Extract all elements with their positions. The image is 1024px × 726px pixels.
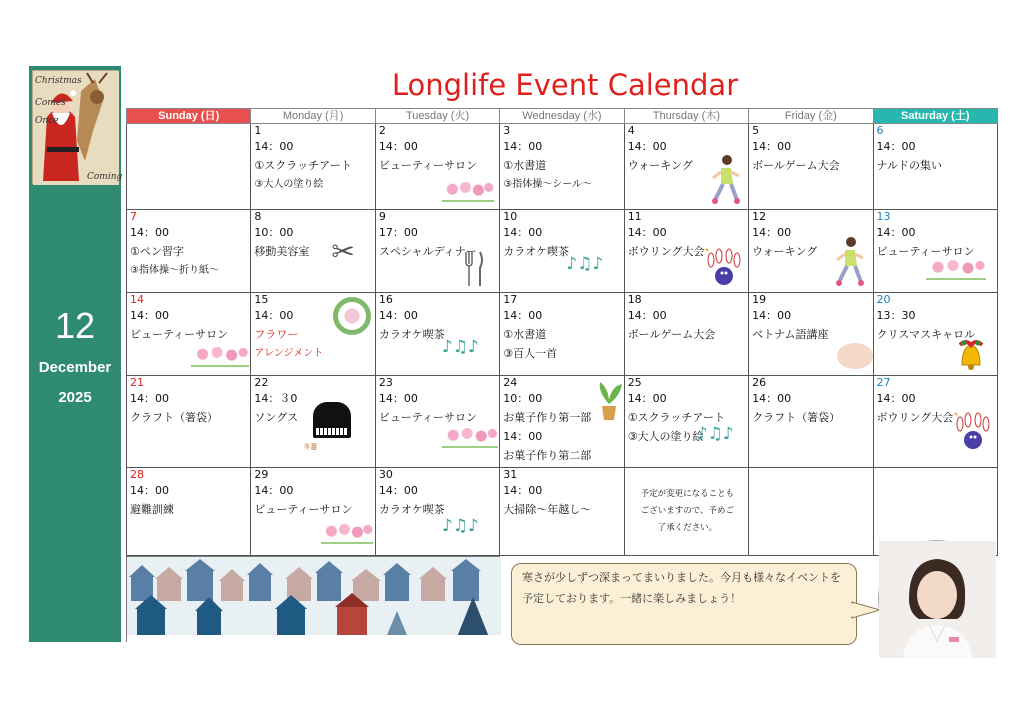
plant-icon	[594, 378, 624, 422]
event-title: ③百人一首	[503, 346, 558, 360]
event-title: カラオケ喫茶	[503, 244, 570, 258]
day-cell	[251, 467, 375, 555]
event-title: ③指体操～折り紙～	[130, 264, 219, 276]
event-time: 14：00	[503, 225, 543, 239]
event-title: ベトナム語講座	[752, 327, 829, 341]
flowers-icon	[321, 524, 373, 544]
event-title: ソングス	[254, 410, 299, 424]
staff-photo	[878, 540, 995, 657]
bowling-icon	[952, 410, 994, 450]
notice-line: 予定が変更になることも	[640, 488, 735, 499]
date-number: 1	[254, 124, 262, 137]
event-time: 14：00	[627, 140, 667, 153]
vintage-text-1: Christmas	[35, 76, 82, 86]
event-title: ビューティーサロン	[876, 244, 975, 258]
winter-label: 冬薑	[303, 442, 318, 451]
day-cell	[873, 209, 997, 292]
date-number: 10	[503, 209, 518, 223]
day-cell	[624, 292, 748, 375]
date-number: 31	[503, 467, 518, 481]
day-cell	[375, 292, 499, 375]
day-cell	[624, 124, 748, 210]
date-number: 29	[254, 467, 269, 481]
week-row	[127, 467, 998, 555]
event-time: 14：00	[130, 391, 169, 405]
flowers-icon	[926, 260, 986, 280]
music-notes-icon	[566, 254, 616, 274]
date-number: 2	[378, 124, 386, 137]
flowers-icon	[191, 347, 249, 367]
sidebar-year: 2025	[58, 389, 92, 406]
event-title: ③大人の塗り絵	[627, 429, 704, 443]
vintage-text-4: Coming	[87, 172, 123, 182]
page-title: Longlife Event Calendar	[391, 68, 739, 102]
day-cell	[375, 124, 499, 210]
vintage-text-2: Comes	[35, 98, 66, 108]
week-row	[127, 375, 998, 467]
event-time: 14：00	[503, 308, 543, 322]
event-title: 避難訓練	[130, 502, 174, 516]
weekday-wednesday: Wednesday (水)	[500, 109, 624, 124]
day-cell	[251, 375, 375, 467]
event-time: 10：00	[254, 225, 294, 239]
day-cell	[500, 124, 624, 210]
event-title: ①スクラッチアート	[627, 410, 725, 424]
date-number: 21	[130, 375, 144, 389]
day-cell	[500, 209, 624, 292]
day-cell	[749, 124, 873, 210]
event-title: ①水書道	[503, 327, 547, 341]
fork-icon	[460, 250, 486, 288]
music-notes-icon	[697, 424, 747, 444]
event-time: 14：00	[378, 483, 418, 497]
event-title: カラオケ喫茶	[378, 327, 445, 341]
bowling-icon	[703, 246, 745, 286]
schedule-notice	[631, 486, 744, 537]
day-cell	[749, 375, 873, 467]
sidebar-month: December	[38, 359, 112, 376]
event-title: ビューティーサロン	[130, 327, 229, 341]
sidebar-day: 12	[54, 305, 96, 346]
day-cell	[251, 209, 375, 292]
event-title: 大掃除～年越し～	[503, 502, 592, 516]
date-number: 4	[627, 124, 635, 137]
day-cell	[624, 375, 748, 467]
event-title: スペシャルディナー	[378, 244, 477, 258]
event-time: 14：00	[378, 391, 418, 405]
date-number: 27	[876, 375, 891, 389]
notice-cell	[624, 467, 748, 555]
event-time: 17：00	[378, 225, 418, 239]
date-number: 11	[627, 209, 642, 223]
date-number: 16	[378, 292, 393, 306]
walker-icon	[709, 154, 743, 204]
date-number: 28	[130, 467, 144, 481]
date-number: 23	[378, 375, 393, 389]
date-number: 12	[752, 209, 767, 223]
event-time: 14：00	[752, 140, 792, 153]
event-time: 14：00	[130, 225, 169, 239]
event-time: 14：00	[752, 225, 792, 239]
event-time: 13：30	[876, 308, 916, 322]
event-title: ウォーキング	[627, 159, 693, 172]
day-cell	[873, 292, 997, 375]
event-time: 14：00	[503, 429, 543, 443]
day-cell	[375, 467, 499, 555]
event-time: 14：00	[627, 391, 667, 405]
date-number: 24	[503, 375, 518, 389]
date-number: 13	[876, 209, 891, 223]
day-cell	[375, 209, 499, 292]
date-number: 9	[378, 209, 386, 223]
event-time: 14：00	[254, 140, 294, 153]
week-row	[127, 209, 998, 292]
message-text: 寒さが少しずつ深まってまいりました。今月も様々なイベントを予定しております。一緒に楽しみましょう！	[522, 571, 841, 605]
notice-line: ございますので、予めご	[640, 505, 735, 516]
flowers-icon	[442, 182, 494, 202]
weekday-sunday: Sunday (日)	[127, 109, 251, 124]
day-cell	[127, 292, 251, 375]
day-cell	[375, 375, 499, 467]
event-title: ボールゲーム大会	[752, 159, 840, 172]
event-title: ウォーキング	[752, 244, 818, 258]
day-cell	[624, 209, 748, 292]
date-number: 17	[503, 292, 518, 306]
day-cell	[500, 467, 624, 555]
event-title: クリスマスキャロル	[876, 327, 976, 341]
event-title: フラワー	[254, 327, 299, 341]
event-time: 14：00	[503, 140, 543, 153]
event-title: ①ペン習字	[130, 244, 184, 258]
event-time: 14：00	[627, 225, 667, 239]
event-title: 移動美容室	[254, 244, 310, 258]
event-time: 14：00	[752, 391, 792, 405]
day-cell	[749, 209, 873, 292]
event-title: カラオケ喫茶	[378, 502, 445, 516]
flowers-icon	[442, 428, 498, 448]
book-icon	[837, 343, 873, 369]
event-time: 14：00	[378, 308, 418, 322]
date-number: 14	[130, 292, 144, 306]
event-time: 14：00	[752, 308, 792, 322]
event-title: ボウリング大会	[627, 244, 705, 258]
event-title: クラフト（箸袋）	[130, 410, 218, 424]
event-time: 14：00	[876, 140, 916, 153]
date-number: 26	[752, 375, 767, 389]
day-cell	[873, 124, 997, 210]
event-time: 14：00	[876, 225, 916, 239]
piano-icon	[313, 402, 351, 438]
event-time: 14：00	[378, 140, 418, 153]
weekday-monday: Monday (月)	[251, 109, 375, 124]
event-time: 14：00	[627, 308, 667, 322]
day-cell	[127, 375, 251, 467]
event-time: 14：00	[876, 391, 916, 405]
date-number: 6	[876, 124, 884, 137]
day-cell-empty	[749, 467, 873, 555]
weekday-saturday: Saturday (土)	[873, 109, 997, 124]
music-notes-icon	[442, 337, 492, 357]
santa-reindeer-card	[32, 70, 123, 184]
event-title: ボールゲーム大会	[627, 327, 716, 341]
date-number: 5	[752, 124, 760, 137]
weekday-tuesday: Tuesday (火)	[375, 109, 499, 124]
day-cell	[873, 375, 997, 467]
event-time: 14：３0	[254, 391, 298, 405]
day-cell	[500, 292, 624, 375]
weekday-friday: Friday (金)	[749, 109, 873, 124]
date-number: 19	[752, 292, 767, 306]
notice-line: 了承ください。	[657, 522, 718, 533]
date-number: 3	[503, 124, 511, 137]
date-number: 30	[378, 467, 393, 481]
date-number: 22	[254, 375, 269, 389]
event-title: クラフト（箸袋）	[752, 410, 841, 424]
day-cell	[500, 375, 624, 467]
event-time: 14：00	[254, 308, 294, 322]
day-cell	[251, 292, 375, 375]
day-cell	[749, 292, 873, 375]
day-cell	[127, 209, 251, 292]
date-number: 20	[876, 292, 891, 306]
week-row	[127, 124, 998, 210]
event-time: 14：00	[130, 483, 169, 497]
date-number: 25	[627, 375, 642, 389]
event-title: ビューティーサロン	[254, 502, 353, 516]
event-title: ビューティーサロン	[378, 410, 477, 424]
music-notes-icon	[442, 516, 492, 536]
event-title: ボウリング大会	[876, 410, 954, 424]
bell-icon	[954, 337, 988, 371]
event-title: ナルドの集い	[876, 159, 942, 172]
event-title: アレンジメント	[254, 347, 324, 359]
event-title: お菓子作り第一部	[503, 410, 592, 424]
weekday-thursday: Thursday (木)	[624, 109, 748, 124]
vintage-text-3: Once	[35, 116, 59, 126]
event-time: 14：00	[254, 483, 294, 497]
event-title: ③大人の塗り絵	[254, 179, 324, 190]
event-title: お菓子作り第二部	[503, 448, 592, 462]
event-time: 14：00	[503, 483, 543, 497]
walker-icon	[833, 236, 867, 286]
date-number: 18	[627, 292, 642, 306]
week-row	[127, 292, 998, 375]
date-number: 7	[130, 209, 137, 223]
date-number: 15	[254, 292, 269, 306]
message-bubble	[511, 563, 857, 645]
event-title: ①スクラッチアート	[254, 159, 352, 172]
event-title: ①水書道	[503, 159, 547, 172]
day-cell	[251, 124, 375, 210]
calendar-grid	[126, 108, 998, 556]
scissors-icon	[331, 234, 359, 270]
event-time: 10：00	[503, 391, 543, 405]
day-cell	[127, 467, 251, 555]
village-illustration	[126, 556, 500, 642]
day-cell-empty	[127, 124, 251, 210]
date-number: 8	[254, 209, 262, 223]
weekday-header-row	[127, 109, 998, 124]
event-time: 14：00	[130, 308, 169, 322]
event-title: ③指体操～シール～	[503, 179, 593, 190]
event-title: ビューティーサロン	[378, 159, 477, 172]
